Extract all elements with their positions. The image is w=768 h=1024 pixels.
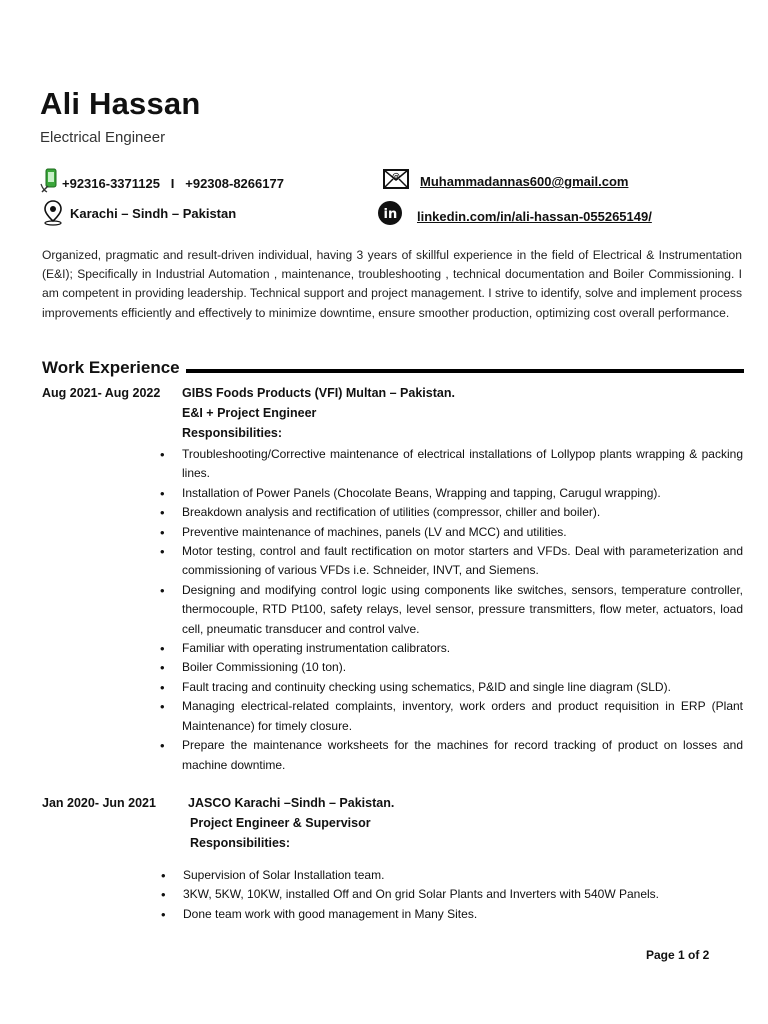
job-header xyxy=(188,793,394,853)
job-company: JASCO Karachi –Sindh – Pakistan. xyxy=(188,796,395,810)
job-company: GIBS Foods Products (VFI) Multan – Pakistan. xyxy=(182,386,455,400)
list-item: • Installation of Power Panels (Chocolate Beans, Wrapping and tapping, Carugul wrapping). xyxy=(182,484,743,503)
job-date: Jan 2020- Jun 2021 xyxy=(42,796,156,810)
email-link[interactable]: Muhammadannas600@gmail.com xyxy=(420,174,629,189)
envelope-icon xyxy=(382,167,410,189)
candidate-title: Electrical Engineer xyxy=(40,129,166,146)
job-responsibilities-list xyxy=(183,866,744,924)
section-heading-work-experience: Work Experience xyxy=(42,358,180,377)
location-text: Karachi – Sindh – Pakistan xyxy=(70,205,237,221)
phone-contact xyxy=(40,166,284,191)
linkedin-icon xyxy=(377,200,403,226)
list-item: • Preventive maintenance of machines, panels (LV and MCC) and utilities. xyxy=(182,523,743,542)
list-item: • 3KW, 5KW, 10KW, installed Off and On grid Solar Plants and Inverters with 540W Panels. xyxy=(183,885,744,904)
profile-summary: Organized, pragmatic and result-driven individual, having 3 years of skillful experience in the field of Electrical & Instrumentation (E&I); Specifically in Industrial Automation , maintenance, troubleshooting , technical documentation and Boiler Commissioning. I am competent in providing leadership. Technical support and project management. I strive to identify, solve and implement process improvements efficiently and effectively to minimize downtime, ensure smoother production, optimizing cost overall performance. xyxy=(42,248,742,320)
candidate-name: Ali Hassan xyxy=(40,86,201,121)
list-item: • Supervision of Solar Installation team. xyxy=(183,866,744,885)
list-item: • Designing and modifying control logic using components like switches, sensors, temperature controller, thermocouple, RTD Pt100, safety relays, level sensor, pressure transmitters, flow meter, actuators, load cell, pneumatic transducer and control valve. xyxy=(182,581,743,639)
linkedin-icon-text: in xyxy=(383,207,398,222)
location-pin-icon xyxy=(44,200,62,226)
phone-icon xyxy=(40,168,62,190)
location-contact xyxy=(44,200,236,226)
responsibilities-label: Responsibilities: xyxy=(182,426,283,440)
list-item: • Fault tracing and continuity checking using schematics, P&ID and single line diagram (SLD). xyxy=(182,678,743,697)
job-role: Project Engineer & Supervisor xyxy=(190,816,371,830)
job-responsibilities-list xyxy=(182,445,743,775)
list-item: • Managing electrical-related complaints, inventory, work orders and product requisition in ERP (Plant Maintenance) for timely closure. xyxy=(182,697,743,736)
section-divider xyxy=(186,369,744,373)
job-header xyxy=(182,383,455,443)
list-item: • Motor testing, control and fault rectification on motor starters and VFDs. Deal with parameterization and commissioning of various VFDs i.e. Schneider, INVT, and Siemens. xyxy=(182,542,743,581)
page-number: Page 1 of 2 xyxy=(646,948,710,962)
linkedin-contact xyxy=(377,200,652,226)
list-item: • Troubleshooting/Corrective maintenance of electrical installations of Lollypop plants wrapping & packing lines. xyxy=(182,445,743,484)
phone-numbers[interactable]: +92316-3371125 I +92308-8266177 xyxy=(62,176,284,191)
list-item: • Prepare the maintenance worksheets for the machines for record tracking of product on losses and machine downtime. xyxy=(182,736,743,775)
job-role: E&I + Project Engineer xyxy=(182,406,317,420)
job-date: Aug 2021- Aug 2022 xyxy=(42,386,161,400)
list-item: • Done team work with good management in Many Sites. xyxy=(183,905,744,924)
list-item: • Familiar with operating instrumentation calibrators. xyxy=(182,639,743,658)
list-item: • Breakdown analysis and rectification of utilities (compressor, chiller and boiler). xyxy=(182,503,743,522)
responsibilities-label: Responsibilities: xyxy=(190,836,291,850)
svg-text:@: @ xyxy=(392,171,400,181)
email-contact xyxy=(382,166,628,189)
linkedin-link[interactable]: linkedin.com/in/ali-hassan-055265149/ xyxy=(417,208,652,224)
list-item: • Boiler Commissioning (10 ton). xyxy=(182,658,743,677)
